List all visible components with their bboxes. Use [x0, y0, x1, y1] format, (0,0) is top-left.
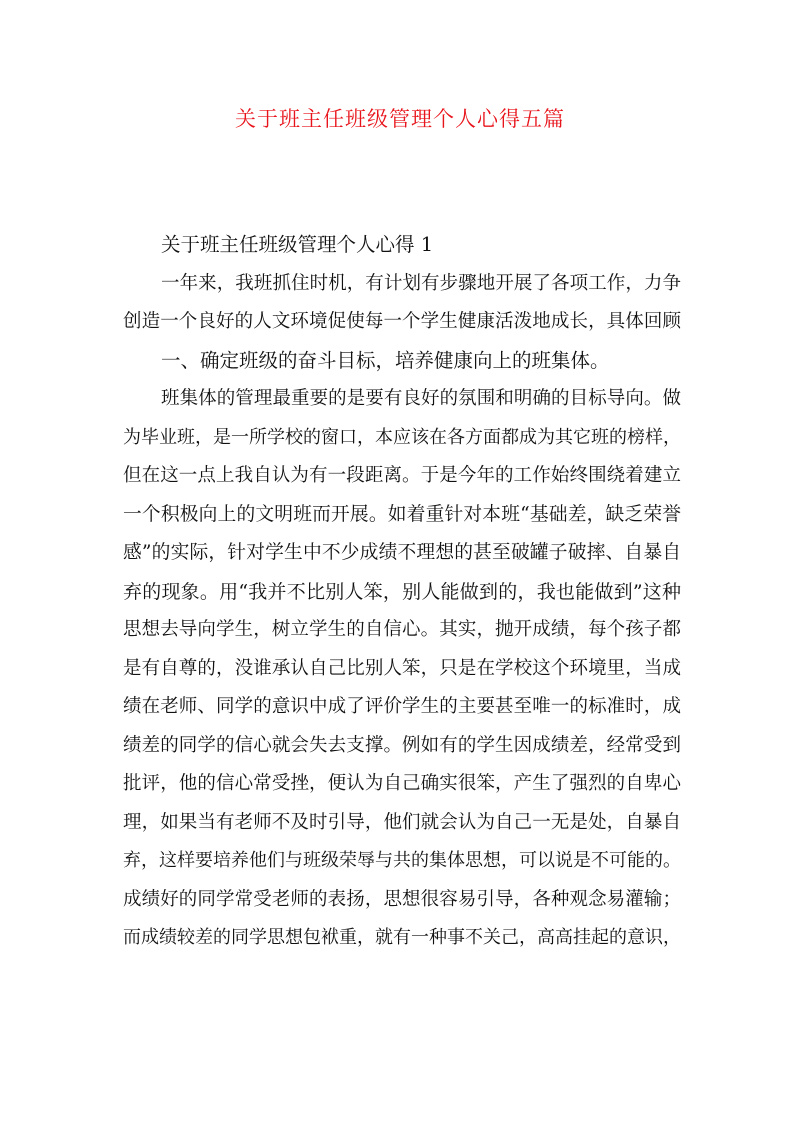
body-line: 一年来，我班抓住时机，有计划有步骤地开展了各项工作，力争 [161, 272, 681, 294]
document-title: 关于班主任班级管理个人心得五篇 [235, 107, 565, 131]
body-line: 批评，他的信心常受挫，便认为自己确实很笨，产生了强烈的自卑心 [123, 773, 681, 794]
body-line: 创造一个良好的人文环境促使每一个学生健康活泼地成长，具体回顾 [123, 311, 681, 332]
body-line: 感”的实际，针对学生中不少成绩不理想的甚至破罐子破摔、自暴自 [123, 542, 681, 563]
body-line: 思想去导向学生，树立学生的自信心。其实，抛开成绩，每个孩子都 [123, 619, 681, 640]
document-body [123, 226, 681, 958]
body-line: 一个积极向上的文明班而开展。如着重针对本班“基础差，缺乏荣誉 [123, 503, 681, 525]
body-line: 弃的现象。用“我并不比别人笨，别人能做到的，我也能做到”这种 [123, 580, 681, 603]
body-line: 绩在老师、同学的意识中成了评价学生的主要甚至唯一的标准时，成 [123, 696, 681, 717]
body-line: 但在这一点上我自认为有一段距离。于是今年的工作始终围绕着建立 [123, 465, 681, 486]
body-line: 理，如果当有老师不及时引导，他们就会认为自己一无是处，自暴自 [123, 811, 681, 833]
body-line: 班集体的管理最重要的是要有良好的氛围和明确的目标导向。做 [161, 388, 681, 409]
body-line: 成绩好的同学常受老师的表扬，思想很容易引导，各种观念易灌输； [123, 888, 681, 910]
body-line: 关于班主任班级管理个人心得 1 [161, 233, 434, 256]
body-line: 弃，这样要培养他们与班级荣辱与共的集体思想，可以说是不可能的。 [123, 850, 681, 871]
body-line: 为毕业班，是一所学校的窗口，本应该在各方面都成为其它班的榜样， [123, 426, 681, 448]
body-line: 绩差的同学的信心就会失去支撑。例如有的学生因成绩差，经常受到 [123, 734, 681, 756]
body-line: 是有自尊的，没谁承认自己比别人笨，只是在学校这个环境里，当成 [123, 657, 681, 679]
body-line: 一、确定班级的奋斗目标，培养健康向上的班集体。 [161, 348, 610, 372]
body-line: 而成绩较差的同学思想包袱重，就有一种事不关己，高高挂起的意识， [123, 927, 681, 948]
